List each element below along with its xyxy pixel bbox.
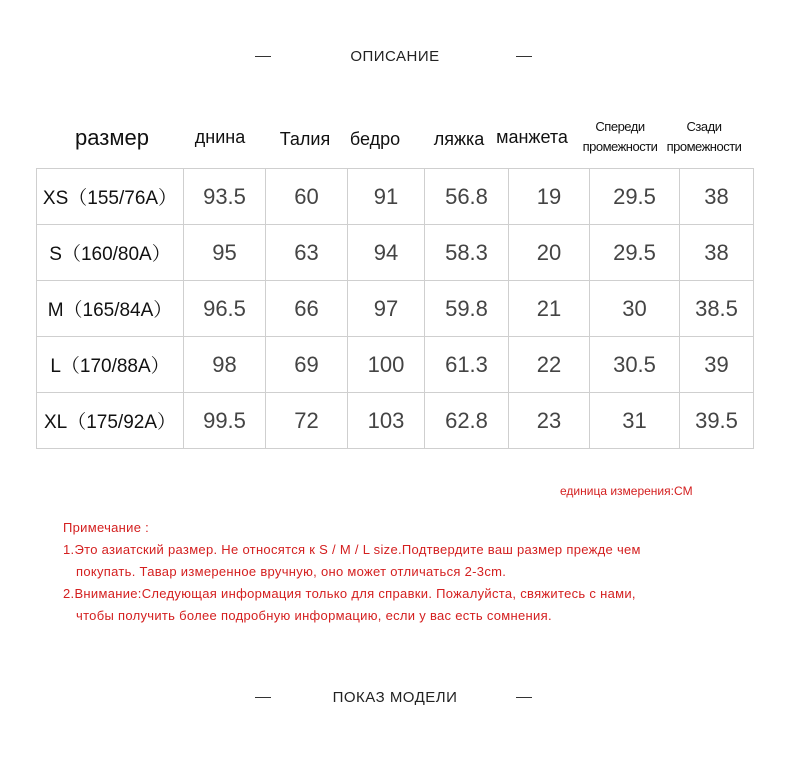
- back-crotch-cell: 38: [680, 225, 754, 281]
- waist-cell: 72: [266, 393, 348, 449]
- note-1-line-2: покупать. Тавар измеренное вручную, оно может отличаться 2-3cm.: [76, 564, 507, 579]
- column-header-size: размер: [75, 125, 149, 150]
- size-cell: XS（155/76A）: [37, 169, 184, 225]
- hip-cell: 100: [348, 337, 425, 393]
- cuff-cell: 22: [509, 337, 590, 393]
- hip-cell: 91: [348, 169, 425, 225]
- column-header-thigh: ляжка: [433, 129, 485, 149]
- thigh-cell: 56.8: [425, 169, 509, 225]
- header-dash-right: [516, 56, 532, 57]
- notes-block: [63, 517, 641, 627]
- thigh-cell: 62.8: [425, 393, 509, 449]
- column-header-hip: бедро: [349, 129, 401, 149]
- size-cell: L（170/88A）: [37, 337, 184, 393]
- waist-cell: 69: [266, 337, 348, 393]
- length-cell: 98: [184, 337, 266, 393]
- table-row: [37, 393, 754, 449]
- length-cell: 96.5: [184, 281, 266, 337]
- hip-cell: 97: [348, 281, 425, 337]
- column-header-back-crotch: [658, 117, 750, 157]
- back-crotch-cell: 38: [680, 169, 754, 225]
- column-header-waist: Талия: [279, 129, 331, 149]
- front-crotch-cell: 30: [590, 281, 680, 337]
- note-1-line-1: 1.Это азиатский размер. Не относятся к S / M / L size.Подтвердите ваш размер прежде чем: [63, 542, 641, 557]
- front-crotch-line2: промежности: [582, 139, 658, 154]
- back-crotch-cell: 39.5: [680, 393, 754, 449]
- back-crotch-cell: 38.5: [680, 281, 754, 337]
- back-crotch-line2: промежности: [666, 139, 742, 154]
- table-row: [37, 169, 754, 225]
- section-header-description: [0, 45, 790, 69]
- hip-cell: 94: [348, 225, 425, 281]
- table-row: [37, 281, 754, 337]
- back-crotch-cell: 39: [680, 337, 754, 393]
- length-cell: 99.5: [184, 393, 266, 449]
- section-header-model-show: [0, 686, 790, 710]
- size-chart-table: [36, 168, 754, 449]
- front-crotch-cell: 29.5: [590, 225, 680, 281]
- cuff-cell: 23: [509, 393, 590, 449]
- section-title-model-show: ПОКАЗ МОДЕЛИ: [332, 689, 458, 706]
- unit-note: единица измерения:CM: [560, 484, 693, 498]
- back-crotch-line1: Сзади: [686, 119, 722, 134]
- notes-heading: Примечание :: [63, 520, 150, 535]
- table-row: [37, 337, 754, 393]
- front-crotch-line1: Спереди: [595, 119, 645, 134]
- waist-cell: 63: [266, 225, 348, 281]
- column-header-length: днина: [194, 127, 246, 147]
- size-cell: M（165/84A）: [37, 281, 184, 337]
- front-crotch-cell: 30.5: [590, 337, 680, 393]
- table-row: [37, 225, 754, 281]
- cuff-cell: 21: [509, 281, 590, 337]
- length-cell: 95: [184, 225, 266, 281]
- note-2-line-1: 2.Внимание:Следующая информация только для справки. Пожалуйста, свяжитесь с нами,: [63, 586, 636, 601]
- thigh-cell: 61.3: [425, 337, 509, 393]
- size-cell: S（160/80A）: [37, 225, 184, 281]
- waist-cell: 60: [266, 169, 348, 225]
- front-crotch-cell: 31: [590, 393, 680, 449]
- cuff-cell: 19: [509, 169, 590, 225]
- column-header-front-crotch: [574, 117, 666, 157]
- thigh-cell: 58.3: [425, 225, 509, 281]
- header-dash-right: [516, 697, 532, 698]
- note-2-line-2: чтобы получить более подробную информацию, если у вас есть сомнения.: [76, 608, 552, 623]
- column-header-cuff: манжета: [496, 127, 568, 147]
- section-title-description: ОПИСАНИЕ: [350, 48, 440, 65]
- waist-cell: 66: [266, 281, 348, 337]
- length-cell: 93.5: [184, 169, 266, 225]
- front-crotch-cell: 29.5: [590, 169, 680, 225]
- size-cell: XL（175/92A）: [37, 393, 184, 449]
- thigh-cell: 59.8: [425, 281, 509, 337]
- hip-cell: 103: [348, 393, 425, 449]
- cuff-cell: 20: [509, 225, 590, 281]
